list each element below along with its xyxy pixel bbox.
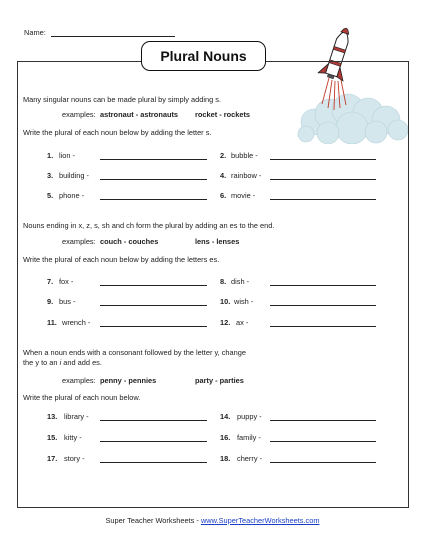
answer-line[interactable] <box>100 159 207 160</box>
name-label: Name: <box>24 28 46 37</box>
item-number: 7. <box>47 277 54 286</box>
item-number: 4. <box>220 171 227 180</box>
section2-intro: Nouns ending in x, z, s, sh and ch form the plural by adding an es to the end. <box>23 221 275 230</box>
section3-example-b: party - parties <box>195 376 244 385</box>
section2-instruction: Write the plural of each noun below by adding the letters es. <box>23 255 220 264</box>
item-word: fox - <box>59 277 74 286</box>
answer-line[interactable] <box>100 305 207 306</box>
answer-line[interactable] <box>270 326 376 327</box>
item-word: story - <box>64 454 85 463</box>
section2-examples-label: examples: <box>62 237 96 246</box>
item-number: 5. <box>47 191 54 200</box>
section1-examples-label: examples: <box>62 110 96 119</box>
item-word: phone - <box>59 191 85 200</box>
answer-line[interactable] <box>100 420 207 421</box>
answer-line[interactable] <box>270 462 376 463</box>
item-number: 13. <box>47 412 58 421</box>
section2-example-a: couch - couches <box>100 237 159 246</box>
section3-intro-line1: When a noun ends with a consonant followed by the letter y, change <box>23 348 246 357</box>
name-field[interactable] <box>51 36 175 37</box>
answer-line[interactable] <box>270 159 376 160</box>
item-number: 12. <box>220 318 231 327</box>
item-word: bubble - <box>231 151 258 160</box>
item-word: family - <box>237 433 261 442</box>
section3-instruction: Write the plural of each noun below. <box>23 393 141 402</box>
answer-line[interactable] <box>270 199 376 200</box>
footer-brand: Super Teacher Worksheets <box>105 516 195 525</box>
item-number: 16. <box>220 433 231 442</box>
answer-line[interactable] <box>100 285 207 286</box>
section3-intro-line2-post: and add es. <box>63 358 102 367</box>
item-word: cherry - <box>237 454 263 463</box>
item-number: 3. <box>47 171 54 180</box>
item-word: wrench - <box>62 318 91 327</box>
item-number: 10. <box>220 297 231 306</box>
item-number: 14. <box>220 412 231 421</box>
answer-line[interactable] <box>100 462 207 463</box>
item-word: lion - <box>59 151 76 160</box>
answer-line[interactable] <box>100 179 207 180</box>
item-number: 6. <box>220 191 227 200</box>
section1-instruction: Write the plural of each noun below by adding the letter s. <box>23 128 212 137</box>
item-number: 2. <box>220 151 227 160</box>
item-number: 1. <box>47 151 54 160</box>
section1-intro: Many singular nouns can be made plural by simply adding s. <box>23 95 222 104</box>
section2-example-b: lens - lenses <box>195 237 240 246</box>
footer-link[interactable]: www.SuperTeacherWorksheets.com <box>200 516 320 525</box>
item-number: 9. <box>47 297 54 306</box>
answer-line[interactable] <box>270 441 376 442</box>
section3-intro-line2-i: i <box>59 358 62 367</box>
item-word: rainbow - <box>231 171 262 180</box>
item-word: wish - <box>234 297 254 306</box>
item-word: library - <box>64 412 89 421</box>
item-word: bus - <box>59 297 76 306</box>
answer-line[interactable] <box>270 179 376 180</box>
section1-example-b: rocket - rockets <box>195 110 251 119</box>
answer-line[interactable] <box>270 285 376 286</box>
section3-example-a: penny - pennies <box>100 376 157 385</box>
section1-example-a: astronaut - astronauts <box>100 110 179 119</box>
answer-line[interactable] <box>100 326 207 327</box>
item-word: movie - <box>231 191 256 200</box>
item-word: dish - <box>231 277 250 286</box>
section3-intro-line2 <box>23 359 102 366</box>
item-word: building - <box>59 171 89 180</box>
item-number: 17. <box>47 454 58 463</box>
item-number: 11. <box>47 318 57 327</box>
item-word: kitty - <box>64 433 82 442</box>
answer-line[interactable] <box>270 305 376 306</box>
item-word: puppy - <box>237 412 262 421</box>
section3-intro-line2-pre: the y to an <box>23 358 58 367</box>
section3-examples-label: examples: <box>62 376 96 385</box>
footer <box>0 516 425 525</box>
answer-line[interactable] <box>270 420 376 421</box>
item-number: 15. <box>47 433 58 442</box>
answer-line[interactable] <box>100 199 207 200</box>
item-number: 8. <box>220 277 227 286</box>
page-title: Plural Nouns <box>141 41 266 71</box>
answer-line[interactable] <box>100 441 207 442</box>
footer-separator: - <box>196 516 199 525</box>
item-number: 18. <box>220 454 231 463</box>
item-word: ax - <box>236 318 249 327</box>
